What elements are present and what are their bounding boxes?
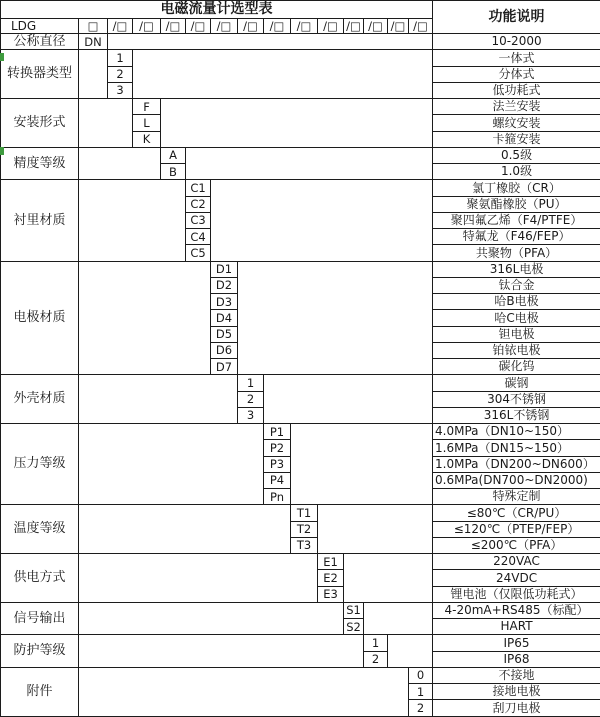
scan-artifact [0, 147, 4, 155]
spacer-cell [264, 375, 433, 424]
code-cell: 1 [364, 635, 388, 651]
code-cell: T3 [291, 537, 318, 553]
code-slot-4: /□ [186, 19, 211, 34]
func-cell: 钛合金 [433, 277, 600, 293]
spacer-cell [318, 505, 433, 554]
code-cell: 2 [409, 700, 433, 716]
code-cell: C1 [186, 180, 211, 196]
group-label-lining: 衬里材质 [1, 180, 79, 261]
code-cell: P3 [264, 456, 291, 472]
func-cell: 铂铱电极 [433, 342, 600, 358]
spacer-cell [79, 667, 409, 716]
func-cell: 哈C电极 [433, 310, 600, 326]
table-row [1, 375, 600, 391]
code-slot-9: /□ [318, 19, 344, 34]
code-slot-2: /□ [133, 19, 161, 34]
model-prefix: LDG [1, 19, 79, 34]
spacer-cell [79, 180, 186, 261]
func-cell: 螺纹安装 [433, 115, 600, 131]
func-cell: 1.6MPa（DN15~150） [433, 440, 600, 456]
func-cell: 不接地 [433, 667, 600, 683]
code-slot-7: /□ [264, 19, 291, 34]
func-cell: 10-2000 [433, 34, 600, 50]
code-slot-8: /□ [291, 19, 318, 34]
func-cell: 钽电极 [433, 326, 600, 342]
code-slot-13: /□ [409, 19, 433, 34]
table-row [1, 261, 600, 277]
code-cell: 1 [409, 684, 433, 700]
group-label-diameter: 公称直径 [1, 34, 79, 50]
func-cell: 哈B电极 [433, 294, 600, 310]
table-row [1, 424, 600, 440]
code-cell: 3 [108, 82, 133, 98]
table-row [1, 147, 600, 163]
spacer-cell [344, 554, 433, 603]
func-cell: 24VDC [433, 570, 600, 586]
func-cell: 一体式 [433, 50, 600, 66]
table-row [1, 505, 600, 521]
table-row [1, 602, 600, 618]
spacer-cell [161, 99, 433, 148]
group-label-housing: 外壳材质 [1, 375, 79, 424]
func-cell: 分体式 [433, 66, 600, 82]
spacer-cell [79, 375, 238, 424]
code-cell: K [133, 131, 161, 147]
code-cell: E2 [318, 570, 344, 586]
func-cell: 0.5级 [433, 147, 600, 163]
spacer-cell [238, 261, 433, 375]
code-cell: D2 [211, 277, 238, 293]
spacer-cell [79, 424, 264, 505]
code-slot-10: /□ [344, 19, 364, 34]
group-label-accuracy: 精度等级 [1, 147, 79, 180]
code-cell: S2 [344, 619, 364, 635]
code-cell: A [161, 147, 186, 163]
code-cell: F [133, 99, 161, 115]
table-row [1, 99, 600, 115]
func-cell: 氯丁橡胶（CR） [433, 180, 600, 196]
func-cell: IP65 [433, 635, 600, 651]
page-title: 电磁流量计选型表 [1, 1, 433, 19]
code-cell: P4 [264, 472, 291, 488]
func-cell: 碳化钨 [433, 359, 600, 375]
spacer-cell [79, 50, 108, 99]
code-cell: Pn [264, 489, 291, 505]
func-cell: 碳钢 [433, 375, 600, 391]
func-cell: ≤120℃（PTEP/FEP） [433, 521, 600, 537]
func-cell: 共聚物（PFA） [433, 245, 600, 261]
func-cell: 特氟龙（F46/FEP） [433, 229, 600, 245]
code-cell: C2 [186, 196, 211, 212]
func-cell: 4.0MPa（DN10~150） [433, 424, 600, 440]
table-row [1, 34, 600, 50]
func-cell: 0.6MPa(DN700~DN2000) [433, 472, 600, 488]
code-cell: L [133, 115, 161, 131]
func-cell: 特殊定制 [433, 489, 600, 505]
code-cell: P1 [264, 424, 291, 440]
code-cell: D5 [211, 326, 238, 342]
group-label-temperature: 温度等级 [1, 505, 79, 554]
func-cell: 304不锈钢 [433, 391, 600, 407]
code-cell: D1 [211, 261, 238, 277]
spacer-cell [79, 147, 161, 180]
code-cell: P2 [264, 440, 291, 456]
group-label-power: 供电方式 [1, 554, 79, 603]
group-label-electrode: 电极材质 [1, 261, 79, 375]
code-cell: D6 [211, 342, 238, 358]
code-slot-1: /□ [108, 19, 133, 34]
code-cell: 2 [108, 66, 133, 82]
model-box: □ [79, 19, 108, 34]
code-cell: S1 [344, 602, 364, 618]
code-cell: 2 [238, 391, 264, 407]
spacer-cell [79, 602, 344, 635]
spacer-cell [211, 180, 433, 261]
code-cell: C5 [186, 245, 211, 261]
title-row [1, 1, 600, 19]
func-cell: 4-20mA+RS485（标配） [433, 602, 600, 618]
spacer-cell [79, 554, 318, 603]
spacer-cell [364, 602, 433, 635]
function-header: 功能说明 [433, 1, 600, 34]
code-slot-6: /□ [238, 19, 264, 34]
table-row [1, 180, 600, 196]
code-cell: D4 [211, 310, 238, 326]
func-cell: 接地电极 [433, 684, 600, 700]
func-cell: 316L电极 [433, 261, 600, 277]
code-cell: D7 [211, 359, 238, 375]
func-cell: 316L不锈钢 [433, 407, 600, 423]
group-label-converter: 转换器类型 [1, 50, 79, 99]
func-cell: 锂电池（仅限低功耗式） [433, 586, 600, 602]
spacer-cell [388, 635, 433, 668]
group-label-installation: 安装形式 [1, 99, 79, 148]
func-cell: 聚四氟乙烯（F4/PTFE） [433, 212, 600, 228]
code-cell: B [161, 164, 186, 180]
spacer-cell [79, 99, 133, 148]
code-slot-5: /□ [211, 19, 238, 34]
code-slot-3: /□ [161, 19, 186, 34]
code-cell: C4 [186, 229, 211, 245]
func-cell: ≤80℃（CR/PU） [433, 505, 600, 521]
code-cell: 1 [108, 50, 133, 66]
spacer-cell [108, 34, 433, 50]
table-row [1, 635, 600, 651]
code-cell: DN [79, 34, 108, 50]
spacer-cell [291, 424, 433, 505]
func-cell: 低功耗式 [433, 82, 600, 98]
code-cell: E1 [318, 554, 344, 570]
table-row [1, 554, 600, 570]
func-cell: HART [433, 619, 600, 635]
scan-artifact [0, 53, 4, 61]
func-cell: 聚氨酯橡胶（PU） [433, 196, 600, 212]
func-cell: 卡箍安装 [433, 131, 600, 147]
code-cell: T1 [291, 505, 318, 521]
group-label-protection: 防护等级 [1, 635, 79, 668]
code-slot-11: /□ [364, 19, 388, 34]
table-row [1, 667, 600, 683]
code-cell: D3 [211, 294, 238, 310]
func-cell: 刮刀电极 [433, 700, 600, 716]
code-cell: 2 [364, 651, 388, 667]
func-cell: 1.0MPa（DN200~DN600） [433, 456, 600, 472]
func-cell: IP68 [433, 651, 600, 667]
func-cell: 1.0级 [433, 164, 600, 180]
func-cell: 220VAC [433, 554, 600, 570]
spacer-cell [79, 635, 364, 668]
table-row [1, 50, 600, 66]
code-slot-12: /□ [388, 19, 409, 34]
code-cell: E3 [318, 586, 344, 602]
code-cell: 3 [238, 407, 264, 423]
spacer-cell [133, 50, 433, 99]
code-cell: T2 [291, 521, 318, 537]
spacer-cell [79, 505, 291, 554]
code-cell: 1 [238, 375, 264, 391]
func-cell: 法兰安装 [433, 99, 600, 115]
group-label-pressure: 压力等级 [1, 424, 79, 505]
spacer-cell [186, 147, 433, 180]
group-label-accessory: 附件 [1, 667, 79, 716]
spacer-cell [79, 261, 211, 375]
func-cell: ≤200℃（PFA） [433, 537, 600, 553]
group-label-signal: 信号输出 [1, 602, 79, 635]
code-cell: C3 [186, 212, 211, 228]
code-cell: 0 [409, 667, 433, 683]
